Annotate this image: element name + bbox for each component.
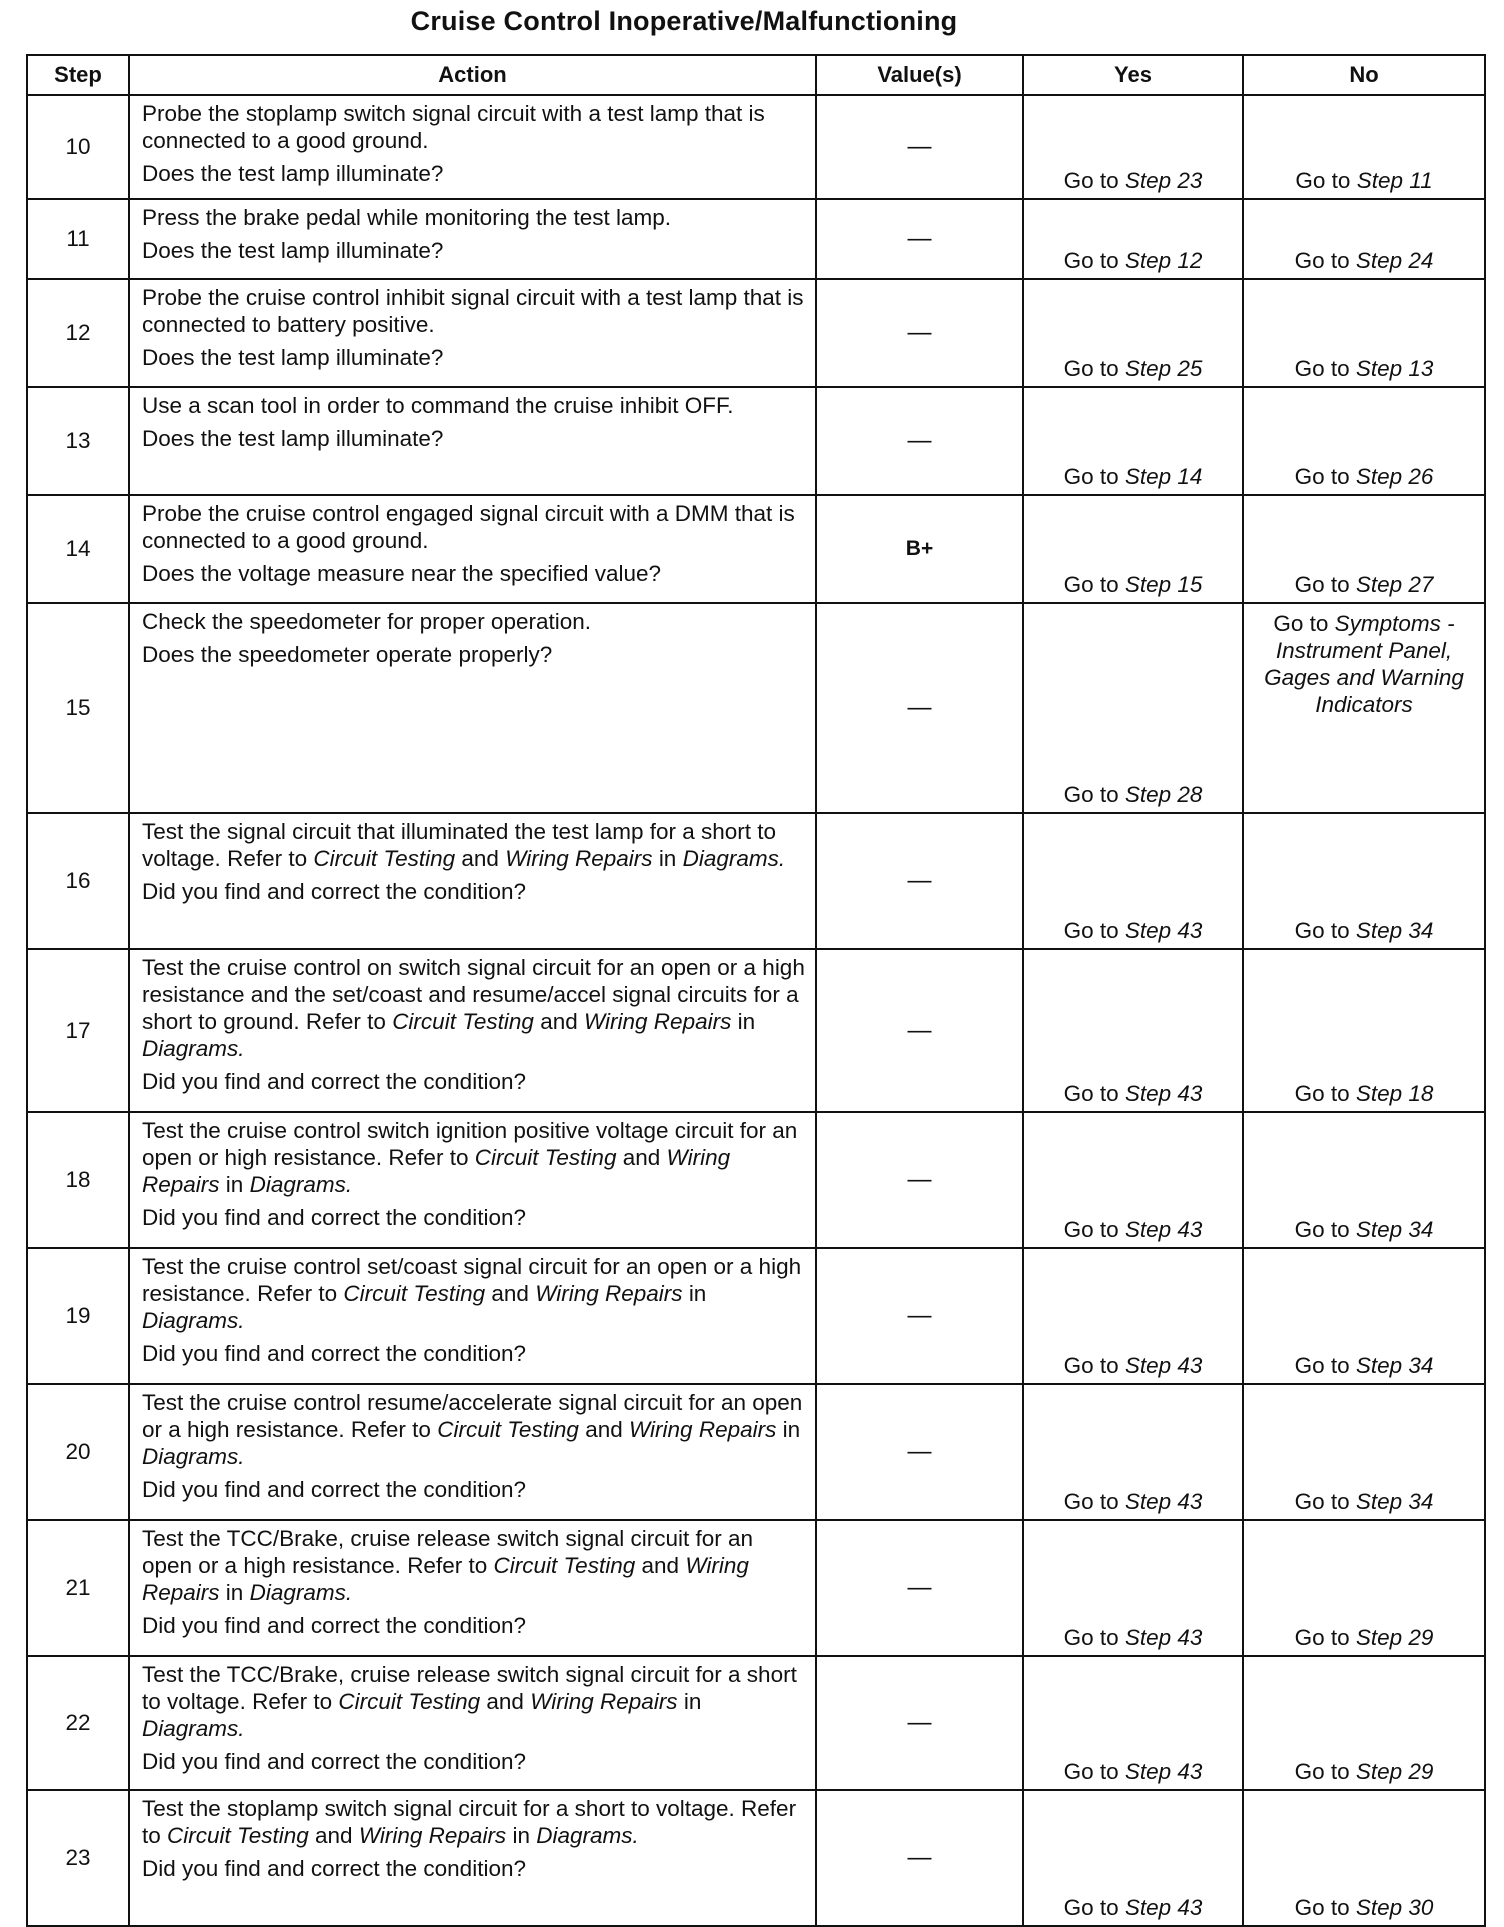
action-question: Did you find and correct the condition? [142, 1856, 526, 1881]
action-cell [129, 387, 816, 495]
page-title: Cruise Control Inoperative/Malfunctioning [410, 6, 958, 36]
no-step-ref: Step 11 [1356, 168, 1433, 193]
yes-cell [1023, 603, 1243, 813]
yes-cell [1023, 95, 1243, 199]
yes-cell [1023, 199, 1243, 279]
no-step-ref: Step 34 [1355, 1489, 1434, 1514]
action-question: Did you find and correct the condition? [142, 1749, 526, 1774]
go-to-label: Go to [1294, 1081, 1350, 1106]
action-text [142, 1389, 807, 1470]
action-body: Test the cruise control resume/accelerate signal circuit for an open or a high resistance. [142, 1390, 803, 1442]
value-cell: — [816, 813, 1023, 949]
table-row [27, 603, 1485, 813]
diagrams-ref: Diagrams. [536, 1823, 639, 1848]
table-row [27, 1520, 1485, 1656]
value-cell: — [816, 1384, 1023, 1520]
no-step-ref: Step 30 [1355, 1895, 1434, 1920]
no-cell [1243, 199, 1485, 279]
action-cell [129, 495, 816, 603]
no-step-ref: Step 13 [1355, 356, 1434, 381]
no-step-ref: Step 34 [1355, 918, 1434, 943]
no-cell [1243, 95, 1485, 199]
action-body: Test the stoplamp switch signal circuit for a short to voltage. [142, 1796, 735, 1821]
no-step-ref: Step 29 [1355, 1759, 1434, 1784]
step-number: 11 [27, 199, 129, 279]
no-cell [1243, 1520, 1485, 1656]
refer-prefix: Refer to [305, 1009, 386, 1034]
in-word: in [512, 1823, 530, 1848]
go-to-label: Go to [1294, 1353, 1350, 1378]
step-number: 12 [27, 279, 129, 387]
wiring-repairs-ref: Wiring Repairs [530, 1689, 678, 1714]
go-to-label: Go to [1063, 168, 1119, 193]
refer-prefix: Refer to [407, 1553, 488, 1578]
circuit-testing-ref: Circuit Testing [167, 1823, 309, 1848]
value-cell: — [816, 199, 1023, 279]
wiring-repairs-ref: Wiring Repairs [535, 1281, 683, 1306]
go-to-label: Go to [1294, 464, 1350, 489]
table-row [27, 279, 1485, 387]
diagrams-ref: Diagrams. [682, 846, 786, 871]
header-row [27, 55, 1485, 95]
diagrams-ref: Diagrams. [142, 1716, 245, 1741]
in-word: in [737, 1009, 756, 1034]
go-to-label: Go to [1295, 168, 1351, 193]
action-cell [129, 1520, 816, 1656]
circuit-testing-ref: Circuit Testing [392, 1009, 534, 1034]
yes-column-header: Yes [1023, 55, 1243, 95]
yes-cell [1023, 495, 1243, 603]
yes-step-ref: Step 43 [1124, 1625, 1203, 1650]
table-row [27, 387, 1485, 495]
wiring-repairs-ref: Wiring Repairs [629, 1417, 777, 1442]
wiring-repairs-ref: Wiring Repairs [584, 1009, 732, 1034]
yes-step-ref: Step 25 [1124, 356, 1203, 381]
and-word: and [622, 1145, 661, 1170]
action-cell [129, 603, 816, 813]
step-number: 17 [27, 949, 129, 1112]
action-question: Does the voltage measure near the specified value? [142, 561, 662, 586]
go-to-label: Go to [1063, 572, 1119, 597]
action-cell [129, 1248, 816, 1384]
step-number: 10 [27, 95, 129, 199]
action-body: Test the TCC/Brake, cruise release switch signal circuit for an open or a high resistance. [142, 1526, 754, 1578]
yes-step-ref: Step 43 [1124, 1759, 1203, 1784]
in-word: in [658, 846, 677, 871]
step-number: 22 [27, 1656, 129, 1790]
circuit-testing-ref: Circuit Testing [338, 1689, 481, 1714]
step-number: 23 [27, 1790, 129, 1926]
and-word: and [641, 1553, 680, 1578]
no-step-ref: Step 26 [1355, 464, 1434, 489]
action-text [142, 818, 807, 872]
action-cell [129, 1112, 816, 1248]
diagrams-ref: Diagrams. [249, 1172, 353, 1197]
table-row [27, 1248, 1485, 1384]
go-to-label: Go to [1294, 1759, 1350, 1784]
no-cell [1243, 495, 1485, 603]
table-row [27, 813, 1485, 949]
no-cell [1243, 279, 1485, 387]
and-word: and [540, 1009, 578, 1034]
action-cell [129, 1790, 816, 1926]
and-word: and [315, 1823, 353, 1848]
action-cell [129, 95, 816, 199]
no-cell [1243, 813, 1485, 949]
go-to-label: Go to [1294, 356, 1350, 381]
action-question: Did you find and correct the condition? [142, 1613, 526, 1638]
step-number: 14 [27, 495, 129, 603]
table-row [27, 199, 1485, 279]
action-cell [129, 279, 816, 387]
no-cell [1243, 1790, 1485, 1926]
go-to-label: Go to [1294, 1489, 1350, 1514]
refer-prefix: Refer to [257, 1281, 338, 1306]
step-number: 21 [27, 1520, 129, 1656]
action-body: Test the cruise control set/coast signal circuit for an open or a high resistance. [142, 1254, 802, 1306]
action-body: Test the TCC/Brake, cruise release switch signal circuit for a short to voltage. [142, 1662, 797, 1714]
value-cell: B+ [816, 495, 1023, 603]
action-question: Does the test lamp illuminate? [142, 161, 444, 186]
yes-cell [1023, 1656, 1243, 1790]
in-word: in [225, 1580, 244, 1605]
action-question: Does the speedometer operate properly? [142, 642, 553, 667]
action-body: Test the cruise control on switch signal circuit for an open or a high resistance and the set/coast and resume/accel signal circuits for a short to ground. [142, 955, 805, 1034]
action-question: Did you find and correct the condition? [142, 1477, 526, 1502]
and-word: and [491, 1281, 529, 1306]
action-text: Probe the cruise control engaged signal circuit with a DMM that is connected to a good ground. [142, 501, 795, 553]
no-column-header: No [1243, 55, 1485, 95]
value-cell: — [816, 279, 1023, 387]
yes-step-ref: Step 43 [1124, 1081, 1203, 1106]
circuit-testing-ref: Circuit Testing [313, 846, 456, 871]
refer-prefix: Refer to [252, 1689, 333, 1714]
action-cell [129, 813, 816, 949]
table-row [27, 1384, 1485, 1520]
action-text: Press the brake pedal while monitoring the test lamp. [142, 205, 672, 230]
step-number: 19 [27, 1248, 129, 1384]
yes-step-ref: Step 43 [1124, 1217, 1203, 1242]
no-symptoms-ref: Symptoms - Instrument Panel, Gages and Warning Indicators [1264, 611, 1464, 717]
yes-cell [1023, 1248, 1243, 1384]
in-word: in [683, 1689, 702, 1714]
in-word: in [688, 1281, 707, 1306]
value-cell: — [816, 1248, 1023, 1384]
diagrams-ref: Diagrams. [142, 1444, 245, 1469]
wiring-repairs-ref: Wiring Repairs [142, 1145, 731, 1197]
yes-cell [1023, 813, 1243, 949]
refer-prefix: Refer to [350, 1417, 431, 1442]
action-body: Test the cruise control switch ignition positive voltage circuit for an open or high resistance. [142, 1118, 798, 1170]
action-text [142, 954, 807, 1062]
yes-cell [1023, 387, 1243, 495]
action-column-header: Action [129, 55, 816, 95]
action-text: Probe the cruise control inhibit signal circuit with a test lamp that is connected to battery positive. [142, 285, 804, 337]
table-row [27, 495, 1485, 603]
yes-cell [1023, 949, 1243, 1112]
go-to-label: Go to [1063, 918, 1119, 943]
go-to-label: Go to [1063, 248, 1119, 273]
go-to-label: Go to [1294, 1625, 1350, 1650]
action-body: Test the signal circuit that illuminated the test lamp for a short to voltage. [142, 819, 777, 871]
action-text [142, 1661, 807, 1742]
go-to-label: Go to [1273, 611, 1329, 636]
go-to-label: Go to [1063, 1081, 1119, 1106]
action-text: Use a scan tool in order to command the cruise inhibit OFF. [142, 393, 734, 418]
go-to-label: Go to [1063, 1895, 1119, 1920]
circuit-testing-ref: Circuit Testing [493, 1553, 636, 1578]
refer-prefix: Refer to [227, 846, 308, 871]
action-question: Does the test lamp illuminate? [142, 426, 444, 451]
action-text: Check the speedometer for proper operation. [142, 609, 592, 634]
yes-cell [1023, 1384, 1243, 1520]
go-to-label: Go to [1063, 356, 1119, 381]
yes-step-ref: Step 23 [1124, 168, 1203, 193]
yes-step-ref: Step 43 [1124, 1895, 1203, 1920]
step-number: 18 [27, 1112, 129, 1248]
no-step-ref: Step 27 [1355, 572, 1434, 597]
yes-step-ref: Step 43 [1124, 918, 1203, 943]
diagnostic-table [26, 54, 1486, 1927]
table-row [27, 1112, 1485, 1248]
diagrams-ref: Diagrams. [142, 1308, 245, 1333]
go-to-label: Go to [1063, 464, 1119, 489]
action-text [142, 1253, 807, 1334]
step-column-header: Step [27, 55, 129, 95]
step-number: 15 [27, 603, 129, 813]
step-number: 13 [27, 387, 129, 495]
go-to-label: Go to [1063, 1625, 1119, 1650]
action-question: Did you find and correct the condition? [142, 1205, 526, 1230]
action-question: Did you find and correct the condition? [142, 879, 526, 904]
go-to-label: Go to [1063, 1489, 1119, 1514]
no-step-ref: Step 24 [1355, 248, 1434, 273]
value-cell: — [816, 387, 1023, 495]
yes-step-ref: Step 12 [1124, 248, 1203, 273]
table-row [27, 949, 1485, 1112]
in-word: in [225, 1172, 244, 1197]
go-to-label: Go to [1294, 918, 1350, 943]
wiring-repairs-ref: Wiring Repairs [358, 1823, 507, 1848]
go-to-label: Go to [1294, 1895, 1350, 1920]
no-step-ref: Step 34 [1355, 1217, 1434, 1242]
diagrams-ref: Diagrams. [142, 1036, 245, 1061]
value-cell: — [816, 603, 1023, 813]
and-word: and [486, 1689, 524, 1714]
action-text [142, 1795, 807, 1849]
no-cell [1243, 387, 1485, 495]
wiring-repairs-ref: Wiring Repairs [142, 1553, 749, 1605]
action-text [142, 1525, 807, 1606]
action-question: Does the test lamp illuminate? [142, 345, 444, 370]
go-to-label: Go to [1063, 1353, 1119, 1378]
step-number: 20 [27, 1384, 129, 1520]
no-cell [1243, 1656, 1485, 1790]
value-cell: — [816, 1520, 1023, 1656]
action-cell [129, 949, 816, 1112]
table-row [27, 95, 1485, 199]
circuit-testing-ref: Circuit Testing [437, 1417, 579, 1442]
action-question: Does the test lamp illuminate? [142, 238, 444, 263]
no-cell [1243, 1384, 1485, 1520]
yes-cell [1023, 1112, 1243, 1248]
circuit-testing-ref: Circuit Testing [474, 1145, 617, 1170]
yes-step-ref: Step 28 [1124, 782, 1203, 807]
action-cell [129, 1384, 816, 1520]
go-to-label: Go to [1063, 782, 1119, 807]
go-to-label: Go to [1063, 1217, 1119, 1242]
go-to-label: Go to [1294, 572, 1350, 597]
action-cell [129, 199, 816, 279]
go-to-label: Go to [1294, 248, 1350, 273]
and-word: and [461, 846, 499, 871]
yes-cell [1023, 279, 1243, 387]
no-cell [1243, 603, 1485, 813]
yes-cell [1023, 1520, 1243, 1656]
and-word: and [585, 1417, 623, 1442]
refer-prefix: Refer to [388, 1145, 469, 1170]
yes-step-ref: Step 43 [1124, 1353, 1203, 1378]
no-step-ref: Step 18 [1355, 1081, 1434, 1106]
yes-step-ref: Step 43 [1124, 1489, 1203, 1514]
value-cell: — [816, 1656, 1023, 1790]
value-cell: — [816, 1112, 1023, 1248]
value-cell: — [816, 949, 1023, 1112]
action-text: Probe the stoplamp switch signal circuit with a test lamp that is connected to a good ground. [142, 101, 765, 153]
circuit-testing-ref: Circuit Testing [343, 1281, 486, 1306]
table-row [27, 1656, 1485, 1790]
diagrams-ref: Diagrams. [249, 1580, 353, 1605]
values-column-header: Value(s) [816, 55, 1023, 95]
value-cell: — [816, 1790, 1023, 1926]
step-number: 16 [27, 813, 129, 949]
action-question: Did you find and correct the condition? [142, 1069, 526, 1094]
go-to-label: Go to [1294, 1217, 1350, 1242]
refer-prefix: Refer to [142, 1796, 797, 1848]
action-question: Did you find and correct the condition? [142, 1341, 526, 1366]
no-cell [1243, 1248, 1485, 1384]
in-word: in [782, 1417, 801, 1442]
yes-step-ref: Step 14 [1124, 464, 1203, 489]
action-text [142, 1117, 807, 1198]
no-cell [1243, 1112, 1485, 1248]
yes-step-ref: Step 15 [1124, 572, 1203, 597]
no-step-ref: Step 29 [1355, 1625, 1434, 1650]
value-cell: — [816, 95, 1023, 199]
no-step-ref: Step 34 [1355, 1353, 1434, 1378]
yes-cell [1023, 1790, 1243, 1926]
table-row [27, 1790, 1485, 1926]
wiring-repairs-ref: Wiring Repairs [505, 846, 653, 871]
no-cell [1243, 949, 1485, 1112]
go-to-label: Go to [1063, 1759, 1119, 1784]
action-cell [129, 1656, 816, 1790]
